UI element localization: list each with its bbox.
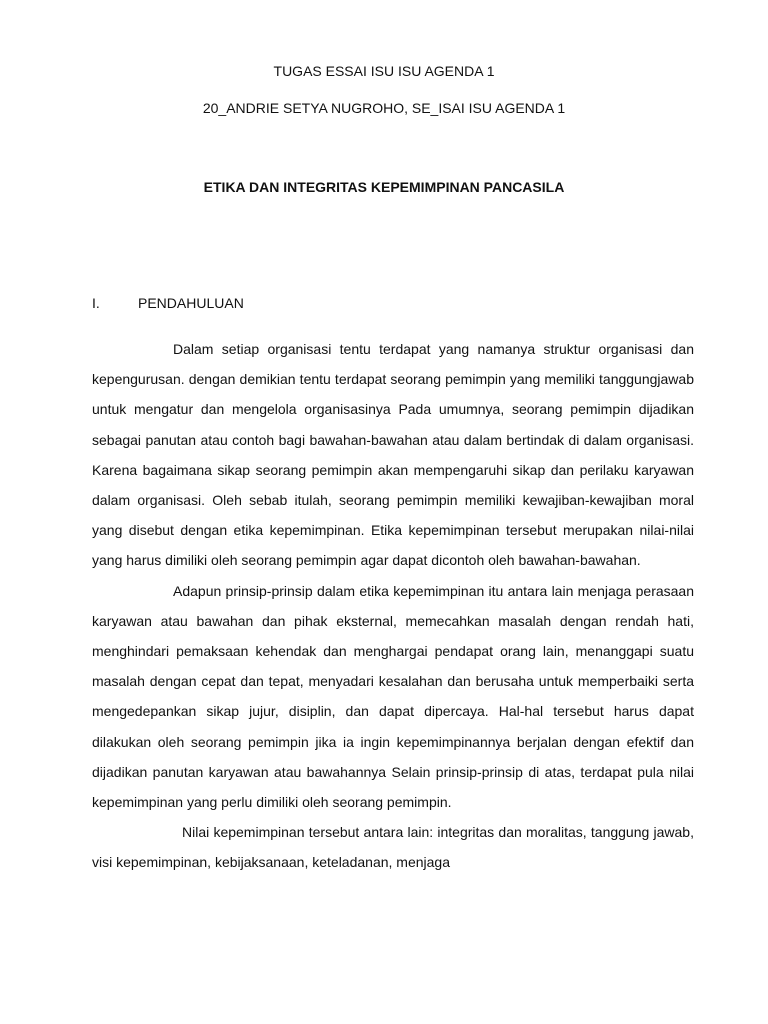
assignment-title: TUGAS ESSAI ISU ISU AGENDA 1 xyxy=(273,63,495,79)
paragraph-2: Adapun prinsip-prinsip dalam etika kepemimpinan itu antara lain menjaga perasaan karyawan atau bawahan dan pihak eksternal, memecahkan masalah dengan rendah hati, menghindari pemaksaan kehendak dan menghargai pendapat orang lain, menanggapi suatu masalah dengan cepat dan tepat, menyadari kesalahan dan berusaha untuk memperbaiki serta mengedepankan sikap jujur, disiplin, dan dapat dipercaya. Hal-hal tersebut harus dapat dilakukan oleh seorang pemimpin jika ia ingin kepemimpinannya berjalan dengan efektif dan dijadikan panutan karyawan atau bawahannya Selain prinsip-prinsip di atas, terdapat pula nilai kepemimpinan yang perlu dimiliki oleh seorang pemimpin. xyxy=(92,582,694,811)
section-heading xyxy=(92,294,244,312)
section-number: I. xyxy=(92,295,100,311)
author-line: 20_ANDRIE SETYA NUGROHO, SE_ISAI ISU AGENDA 1 xyxy=(202,100,566,116)
paragraph-1: Dalam setiap organisasi tentu terdapat yang namanya struktur organisasi dan kepengurusan. dengan demikian tentu terdapat seorang pemimpin yang memiliki tanggungjawab untuk mengatur dan mengelola organisasinya Pada umumnya, seorang pemimpin dijadikan sebagai panutan atau contoh bagi bawahan-bawahan atau dalam bertindak di dalam organisasi. Karena bagaimana sikap seorang pemimpin akan mempengaruhi sikap dan perilaku karyawan dalam organisasi. Oleh sebab itulah, seorang pemimpin memiliki kewajiban-kewajiban moral yang disebut dengan etika kepemimpinan. Etika kepemimpinan tersebut merupakan nilai-nilai yang harus dimiliki oleh seorang pemimpin agar dapat dicontoh oleh bawahan-bawahan. xyxy=(92,341,694,569)
body-text xyxy=(92,334,694,878)
essay-title: ETIKA DAN INTEGRITAS KEPEMIMPINAN PANCASILA xyxy=(203,179,565,195)
paragraph-3: Nilai kepemimpinan tersebut antara lain: integritas dan moralitas, tanggung jawab, visi kepemimpinan, kebijaksanaan, keteladanan, menjaga xyxy=(92,824,694,871)
section-title: PENDAHULUAN xyxy=(138,295,244,311)
